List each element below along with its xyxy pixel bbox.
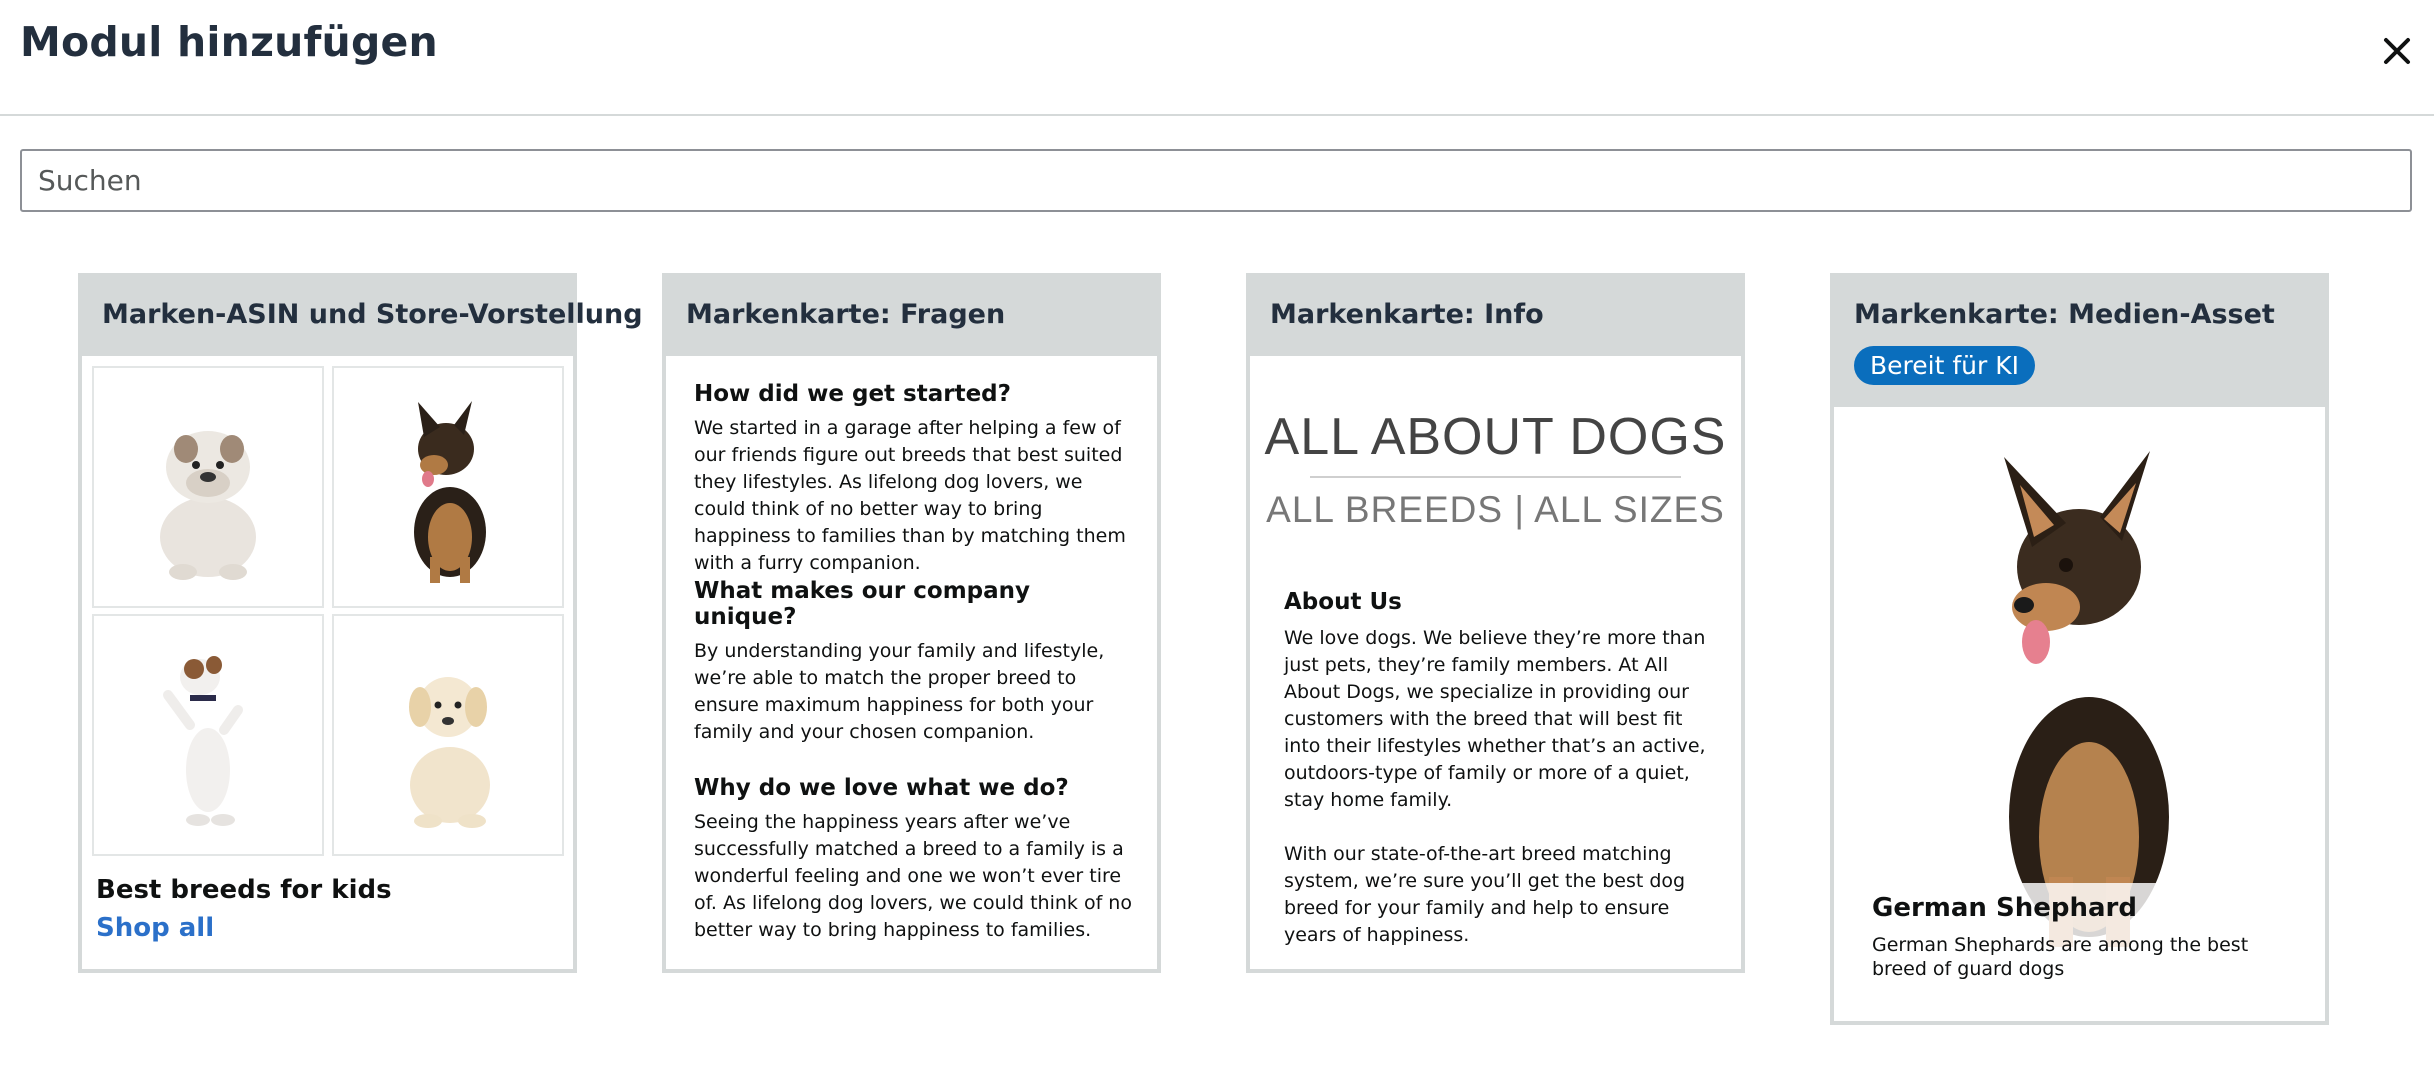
logo-divider [1310,476,1681,478]
about-paragraph: We love dogs. We believe they’re more than just pets, they’re family members. At All About Dogs, we specialize in providing our customers with the breed that will best fit into their lifestyles whether that’s an active, outdoors-type of family or more of a quiet, stay home family. [1284,627,1706,811]
module-card-media-asset[interactable] [1830,273,2329,1025]
faq-question: How did we get started? [694,381,1011,407]
search-input[interactable] [20,149,2412,212]
product-caption: Best breeds for kids [96,875,392,905]
module-card-questions[interactable] [662,273,1161,973]
media-asset [1834,407,2325,1021]
labrador-puppy-image [332,614,564,856]
about-paragraph: With our state-of-the-art breed matching system, we’re sure you’ll get the best dog breed for your family and help to ensure years of happiness. [1284,843,1686,946]
card-title: Markenkarte: Medien-Asset [1854,299,2275,330]
media-title: German Shephard [1872,893,2137,923]
about-heading: About Us [1284,589,1402,615]
jack-russell-image [92,614,324,856]
brand-logo-sub: ALL BREEDS | ALL SIZES [1266,489,1725,530]
modal-header [0,0,2434,116]
faq-answer: We started in a garage after helping a few of our friends figure out breeds that best suited they lifestyles. As lifelong dog lovers, we could think of no better way to bring happiness to families than by matching them with a furry companion. [694,417,1126,574]
faq-item [694,578,1138,746]
faq-item [694,381,1138,577]
card-title: Markenkarte: Info [1270,299,1544,330]
modal-title: Modul hinzufügen [20,18,438,66]
faq-question: Why do we love what we do? [694,775,1069,801]
close-icon[interactable] [2374,28,2420,74]
about-section [1284,589,1714,949]
faq-answer: Seeing the happiness years after we’ve successfully matched a breed to a family is a wonderful feeling and one we won’t ever tire of. As lifelong dog lovers, we could think of no better way to bring happiness to families. [694,811,1132,941]
faq-answer: By understanding your family and lifestyle, we’re able to match the proper breed to ensure maximum happiness for both your family and your chosen companion. [694,640,1105,743]
card-title: Markenkarte: Fragen [686,299,1006,330]
faq-item [694,775,1138,944]
shop-all-link[interactable]: Shop all [96,913,215,943]
german-shepherd-puppy-image [332,366,564,608]
card-header [666,277,1157,356]
module-card-info[interactable] [1246,273,1745,973]
bulldog-image [92,366,324,608]
german-shepherd-puppy-image [1954,437,2214,957]
card-header [1250,277,1741,356]
ai-ready-badge: Bereit für KI [1854,346,2035,385]
card-title: Marken-ASIN und Store-Vorstellung [102,299,643,330]
module-card-asin-store[interactable] [78,273,643,973]
faq-question: What makes our company unique? [694,578,1031,630]
media-description: German Shephards are among the best breed of guard dogs [1872,934,2249,980]
brand-logo-main: ALL ABOUT DOGS [1264,408,1727,466]
card-header [82,277,643,356]
card-header [1834,277,2325,407]
